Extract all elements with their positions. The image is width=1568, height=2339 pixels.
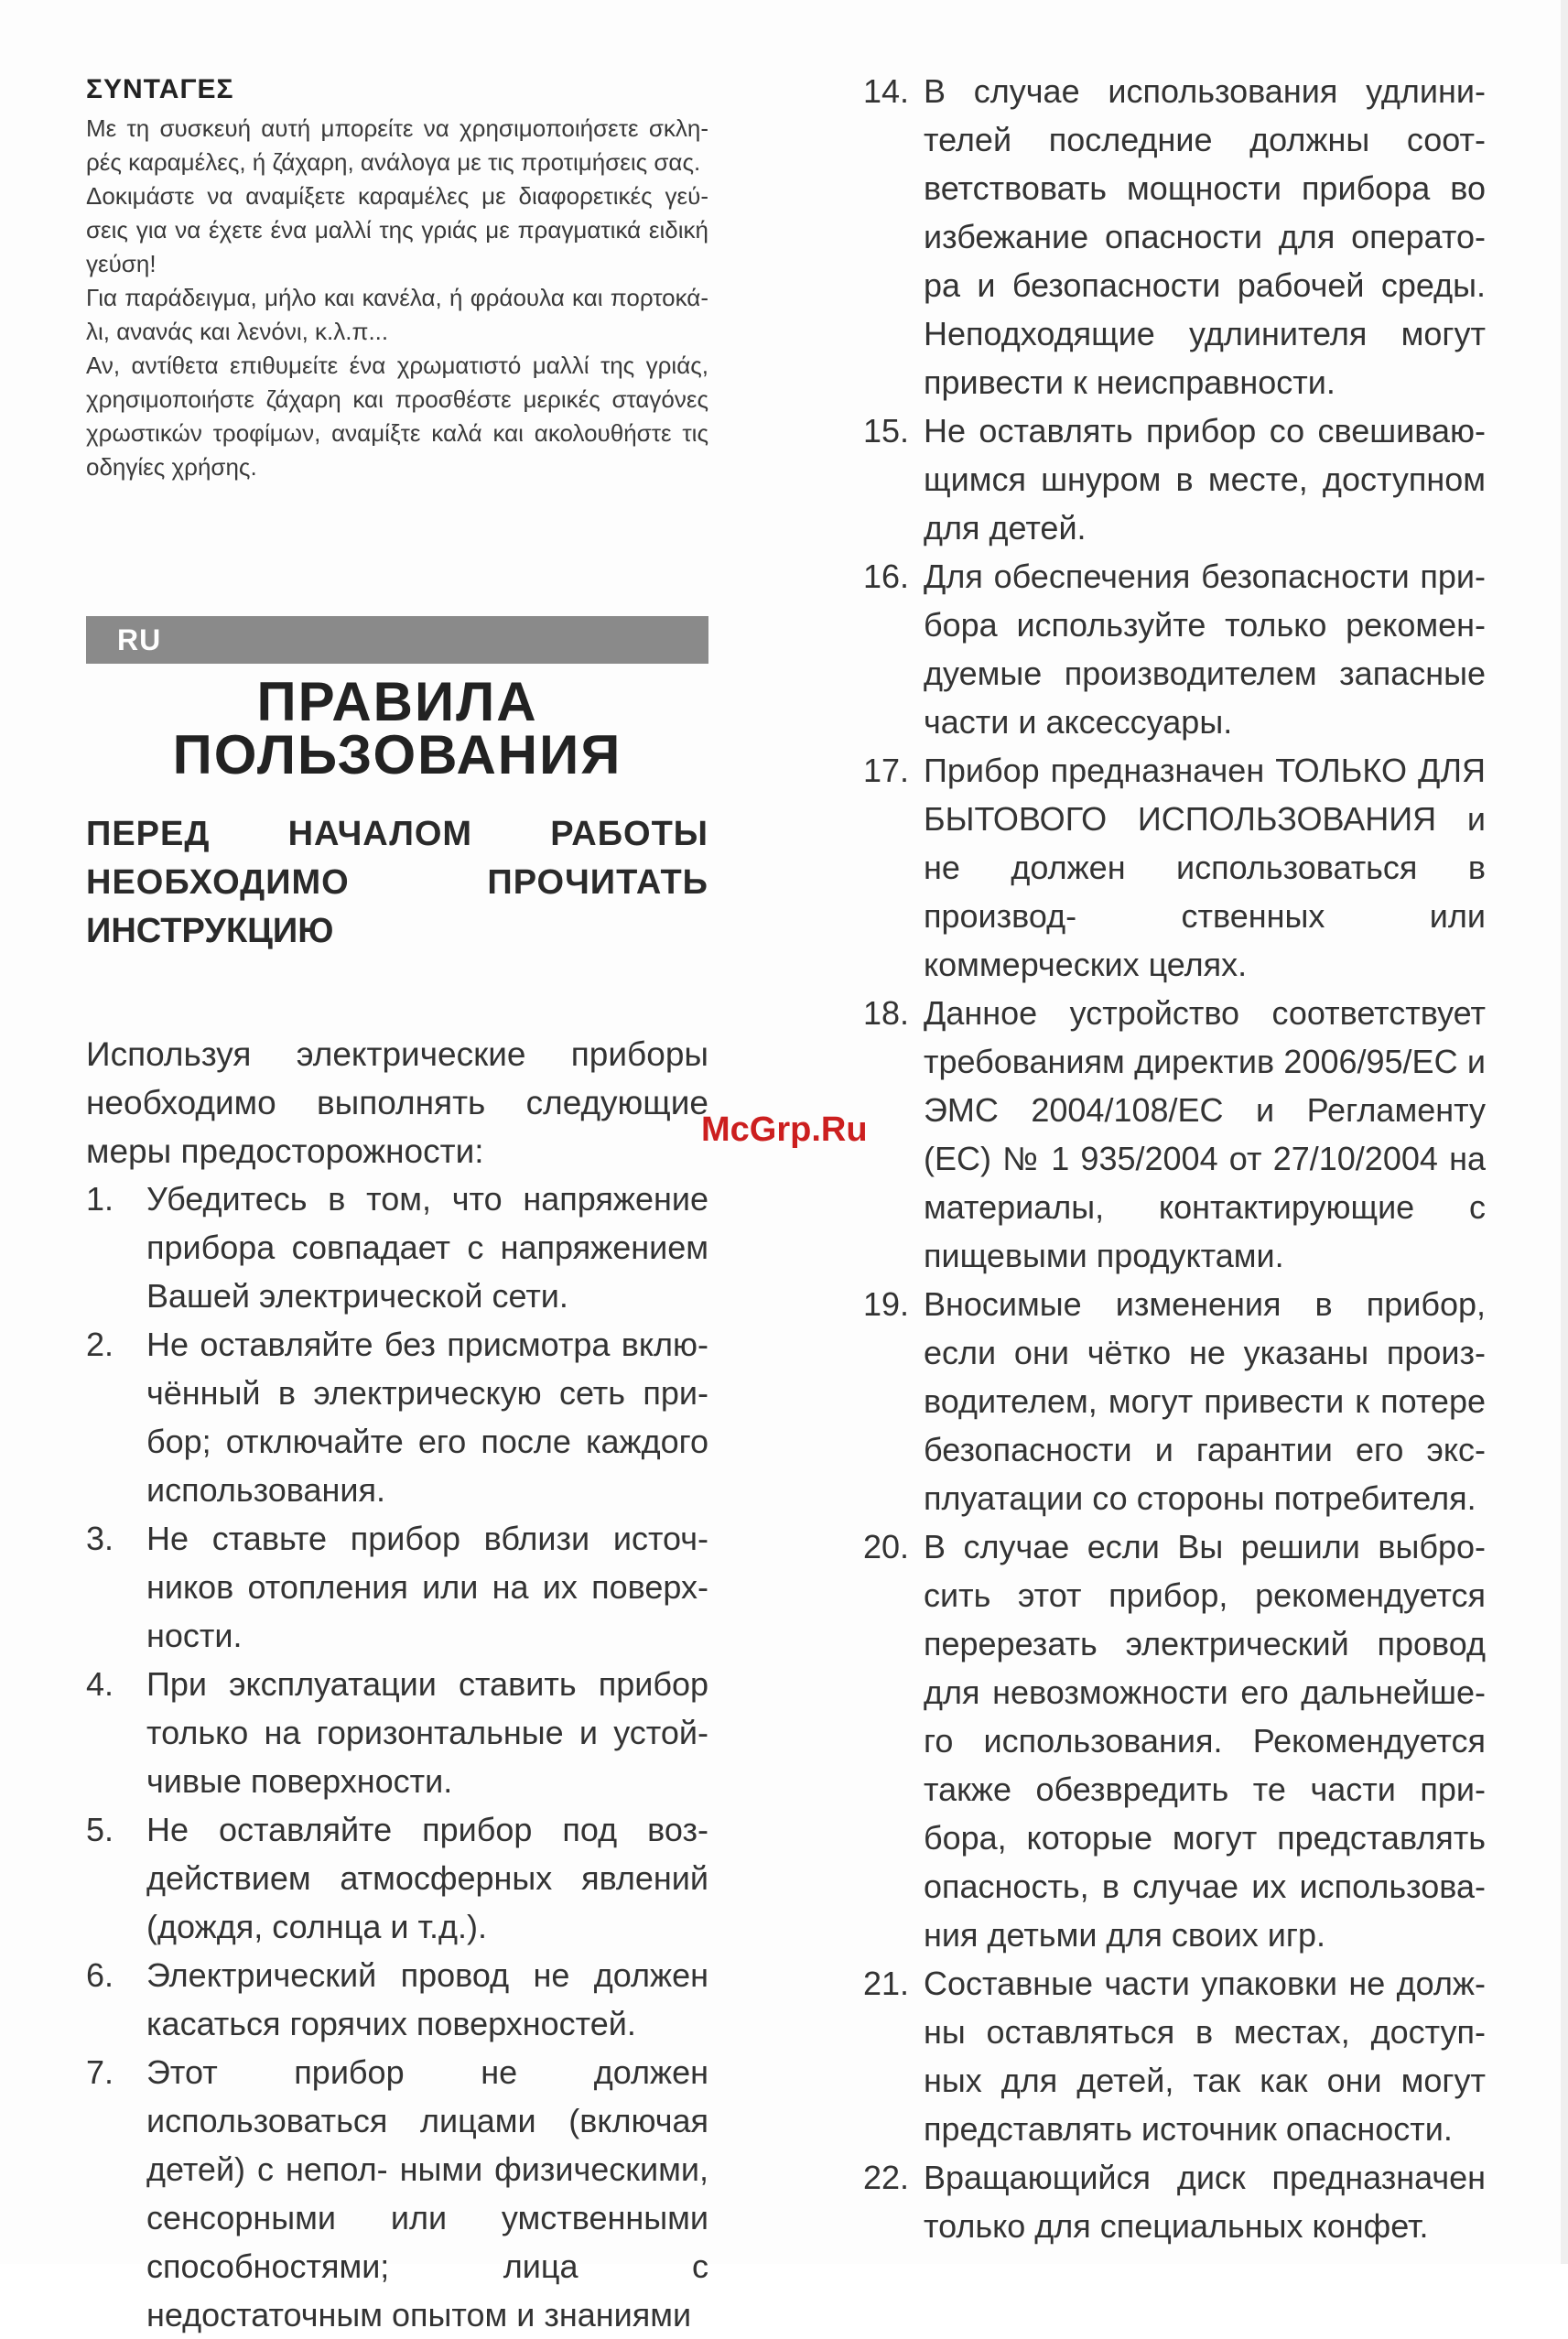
- rule-text: Убедитесь в том, что напряжение прибора совпадает с напряжением Вашей электрической сети.: [146, 1180, 708, 1315]
- rule-text: Для обеспечения безопасности при- бора используйте только рекомен- дуемые производителем запасные части и аксессуары.: [924, 558, 1486, 741]
- rule-item: [86, 1660, 708, 1805]
- rule-text: Не оставляйте без присмотра вклю- чённый в электрическую сеть при- бор; отключайте его после каждого использования.: [146, 1326, 708, 1509]
- rule-item: [86, 1175, 708, 1320]
- rule-text: Вращающийся диск предназначен только для специальных конфет.: [924, 2159, 1486, 2245]
- rule-number: 6.: [86, 1956, 114, 1994]
- section-heading: [86, 810, 708, 956]
- rule-item: [863, 2153, 1486, 2250]
- rule-item: [86, 1514, 708, 1660]
- language-bar: [86, 616, 708, 664]
- rule-item: [863, 406, 1486, 552]
- rule-text: Не ставьте прибор вблизи источ- ников отопления или на их поверх- ности.: [146, 1520, 708, 1654]
- watermark: McGrp.Ru: [701, 1110, 868, 1149]
- right-column: [863, 67, 1486, 2250]
- greek-paragraph: Αν, αντίθετα επιθυμείτε ένα χρωματιστό μαλλί της γριάς, χρησιμοποιήστε ζάχαρη και προσθέστε μερικές σταγόνες χρωστικών τροφίμων, αναμίξτε καλά και ακολουθήστε τις οδηγίες χρήσης.: [86, 352, 708, 481]
- greek-paragraph: Με τη συσκευή αυτή μπορείτε να χρησιμοποιήσετε σκλη- ρές καραμέλες, ή ζάχαρη, ανάλογα με τις προτιμήσεις σας.: [86, 114, 708, 176]
- rule-item: [86, 1951, 708, 2048]
- rule-number: 3.: [86, 1520, 114, 1557]
- rule-number: 15.: [863, 412, 910, 449]
- rule-item: [863, 552, 1486, 746]
- intro-paragraph: Используя электрические приборы необходимо выполнять следующие меры предосторожности:: [86, 1035, 708, 1170]
- left-column: [86, 73, 708, 2334]
- rules-list-right: [863, 67, 1486, 2250]
- page-title: [86, 671, 708, 785]
- scan-edge: [1561, 0, 1568, 2264]
- section-heading-line: ИНСТРУКЦИЮ: [86, 912, 334, 950]
- rule-item: [863, 67, 1486, 406]
- greek-recipes-text: [86, 112, 708, 484]
- rule-text: Прибор предназначен ТОЛЬКО ДЛЯ БЫТОВОГО ИСПОЛЬЗОВАНИЯ и не должен использоваться в производ- ственных или коммерческих целях.: [924, 752, 1486, 983]
- rule-text: В случае если Вы решили выбро- сить этот прибор, рекомендуется перерезать электрический провод для невозможности его дальнейше- го использования. Рекомендуется также обезвредить те части при- бора, которые могут представлять опасность, в случае их использова- ния детьми для своих игр.: [924, 1528, 1486, 1954]
- rule-number: 14.: [863, 72, 910, 110]
- rule-text: Данное устройство соответствует требованиям директив 2006/95/ЕС и ЭМС 2004/108/ЕС и Регламенту (ЕС) № 1 935/2004 от 27/10/2004 на материалы, контактирующие с пищевыми продуктами.: [924, 994, 1486, 1274]
- rule-item: [863, 1959, 1486, 2153]
- rule-item: [863, 989, 1486, 1280]
- rule-item: [86, 1320, 708, 1514]
- rules-list-left: [86, 1175, 708, 2339]
- greek-section-title: ΣΥΝΤΑΓΕΣ: [86, 74, 234, 104]
- rule-item: [863, 746, 1486, 989]
- greek-paragraph: Δοκιμάστε να αναμίξετε καραμέλες με διαφορετικές γεύ- σεις για να έχετε ένα μαλλί της γριάς με πραγματικά ειδική γεύση!: [86, 182, 708, 277]
- rule-number: 18.: [863, 994, 910, 1032]
- rule-number: 7.: [86, 2053, 114, 2091]
- rule-text: Этот прибор не должен использоваться лицами (включая детей) с непол- ными физическими, сенсорными или умственными способностями; лица с недостаточным опытом и знаниями: [146, 2053, 708, 2334]
- language-label: RU: [117, 623, 162, 656]
- page-title-line: ПРАВИЛА: [256, 671, 538, 732]
- rule-item: [863, 1522, 1486, 1959]
- rule-text: Вносимые изменения в прибор, если они чётко не указаны произ- водителем, могут привести к потере безопасности и гарантии его экс- плуатации со стороны потребителя.: [924, 1285, 1486, 1517]
- rule-number: 20.: [863, 1528, 910, 1565]
- rule-number: 22.: [863, 2159, 910, 2196]
- rule-text: Не оставлять прибор со свешиваю- щимся шнуром в месте, доступном для детей.: [924, 412, 1486, 547]
- rule-number: 1.: [86, 1180, 114, 1218]
- rule-number: 17.: [863, 752, 910, 789]
- section-heading-line: НЕОБХОДИМО ПРОЧИТАТЬ: [86, 863, 708, 902]
- page-title-line: ПОЛЬЗОВАНИЯ: [172, 724, 622, 785]
- rule-number: 16.: [863, 558, 910, 595]
- rule-text: Составные части упаковки не долж- ны оставляться в местах, доступ- ных для детей, так как они могут представлять источник опасности.: [924, 1965, 1486, 2148]
- rule-number: 21.: [863, 1965, 910, 2002]
- rule-text: В случае использования удлини- телей последние должны соот- ветствовать мощности прибора во избежание опасности для операто- ра и безопасности рабочей среды. Неподходящие удлинителя могут привести к неисправности.: [924, 72, 1486, 401]
- rule-number: 5.: [86, 1811, 114, 1848]
- rule-number: 19.: [863, 1285, 910, 1323]
- greek-paragraph: Για παράδειγμα, μήλο και κανέλα, ή φράουλα και πορτοκά- λι, ανανάς και λενόνι, κ.λ.π...: [86, 284, 708, 345]
- rule-text: Не оставляйте прибор под воз- действием атмосферных явлений (дождя, солнца и т.д.).: [146, 1811, 708, 1945]
- rule-number: 2.: [86, 1326, 114, 1363]
- section-heading-line: ПЕРЕД НАЧАЛОМ РАБОТЫ: [86, 815, 708, 853]
- rule-item: [86, 1805, 708, 1951]
- rule-item: [86, 2048, 708, 2339]
- rule-item: [863, 1280, 1486, 1522]
- rule-text: При эксплуатации ставить прибор только на горизонтальные и устой- чивые поверхности.: [146, 1665, 708, 1800]
- rule-number: 4.: [86, 1665, 114, 1703]
- rule-text: Электрический провод не должен касаться горячих поверхностей.: [146, 1956, 708, 2042]
